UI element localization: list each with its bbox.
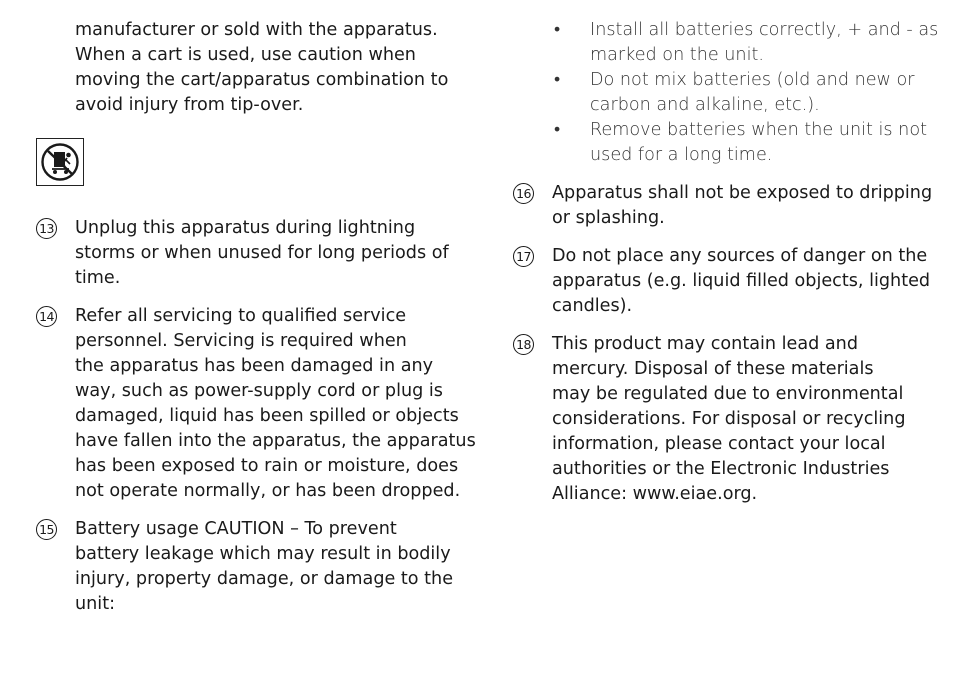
item-line: damaged, liquid has been spilled or objects bbox=[75, 406, 459, 426]
item-line: Do not place any sources of danger on the bbox=[552, 246, 928, 266]
item-line: battery leakage which may result in bodily bbox=[75, 544, 451, 564]
item-number-badge: 14 bbox=[36, 306, 57, 327]
item-line: apparatus (e.g. liquid filled objects, lighted bbox=[552, 271, 931, 291]
right-column bbox=[513, 18, 939, 520]
item-line: way, such as power-supply cord or plug is bbox=[75, 381, 443, 401]
bullet-item bbox=[513, 18, 939, 68]
item-line: Refer all servicing to qualified service bbox=[75, 306, 407, 326]
item-line: This product may contain lead and bbox=[552, 334, 858, 354]
item-number-badge: 17 bbox=[513, 246, 534, 267]
bullet-line: Remove batteries when the unit is not bbox=[590, 120, 927, 140]
item-line: storms or when unused for long periods of bbox=[75, 243, 449, 263]
intro-paragraph bbox=[75, 18, 449, 118]
item-line: information, please contact your local bbox=[552, 434, 886, 454]
bullet-line: used for a long time. bbox=[590, 145, 773, 165]
item-line: authorities or the Electronic Industries bbox=[552, 459, 890, 479]
list-item bbox=[36, 216, 449, 291]
item-line: considerations. For disposal or recycling bbox=[552, 409, 906, 429]
item-line: Alliance: www.eiae.org. bbox=[552, 484, 758, 504]
left-column bbox=[36, 18, 476, 630]
list-item bbox=[36, 517, 454, 617]
item-number-badge: 16 bbox=[513, 183, 534, 204]
list-item bbox=[513, 332, 923, 507]
item-line: or splashing. bbox=[552, 208, 665, 228]
bullet-line: Do not mix batteries (old and new or bbox=[590, 70, 915, 90]
item-line: mercury. Disposal of these materials bbox=[552, 359, 874, 379]
bullet-line: carbon and alkaline, etc.). bbox=[590, 95, 820, 115]
item-number-badge: 18 bbox=[513, 334, 534, 355]
battery-bullet-list bbox=[513, 18, 939, 168]
cart-tip-over-warning-icon bbox=[36, 138, 84, 186]
bullet-item bbox=[513, 68, 923, 118]
bullet-item bbox=[513, 118, 927, 168]
item-line: time. bbox=[75, 268, 121, 288]
item-line: candles). bbox=[552, 296, 633, 316]
item-line: the apparatus has been damaged in any bbox=[75, 356, 434, 376]
item-line: Apparatus shall not be exposed to dripping bbox=[552, 183, 933, 203]
bullet-line: Install all batteries correctly, + and - as bbox=[590, 20, 939, 40]
intro-line: moving the cart/apparatus combination to bbox=[75, 70, 449, 90]
bullet-dot: • bbox=[554, 20, 561, 40]
list-item bbox=[513, 181, 933, 231]
item-line: unit: bbox=[75, 594, 116, 614]
item-line: not operate normally, or has been dropped. bbox=[75, 481, 461, 501]
bullet-line: marked on the unit. bbox=[590, 45, 764, 65]
item-number-badge: 15 bbox=[36, 519, 57, 540]
item-number-badge: 13 bbox=[36, 218, 57, 239]
item-line: have fallen into the apparatus, the apparatus bbox=[75, 431, 476, 451]
bullet-dot: • bbox=[554, 70, 561, 90]
item-line: injury, property damage, or damage to the bbox=[75, 569, 454, 589]
intro-line: avoid injury from tip-over. bbox=[75, 95, 304, 115]
intro-line: When a cart is used, use caution when bbox=[75, 45, 416, 65]
item-line: may be regulated due to environmental bbox=[552, 384, 904, 404]
bullet-dot: • bbox=[554, 120, 561, 140]
item-line: Battery usage CAUTION – To prevent bbox=[75, 519, 397, 539]
item-line: Unplug this apparatus during lightning bbox=[75, 218, 416, 238]
intro-line: manufacturer or sold with the apparatus. bbox=[75, 20, 438, 40]
item-line: has been exposed to rain or moisture, does bbox=[75, 456, 459, 476]
item-line: personnel. Servicing is required when bbox=[75, 331, 407, 351]
list-item bbox=[36, 304, 476, 504]
list-item bbox=[513, 244, 931, 319]
